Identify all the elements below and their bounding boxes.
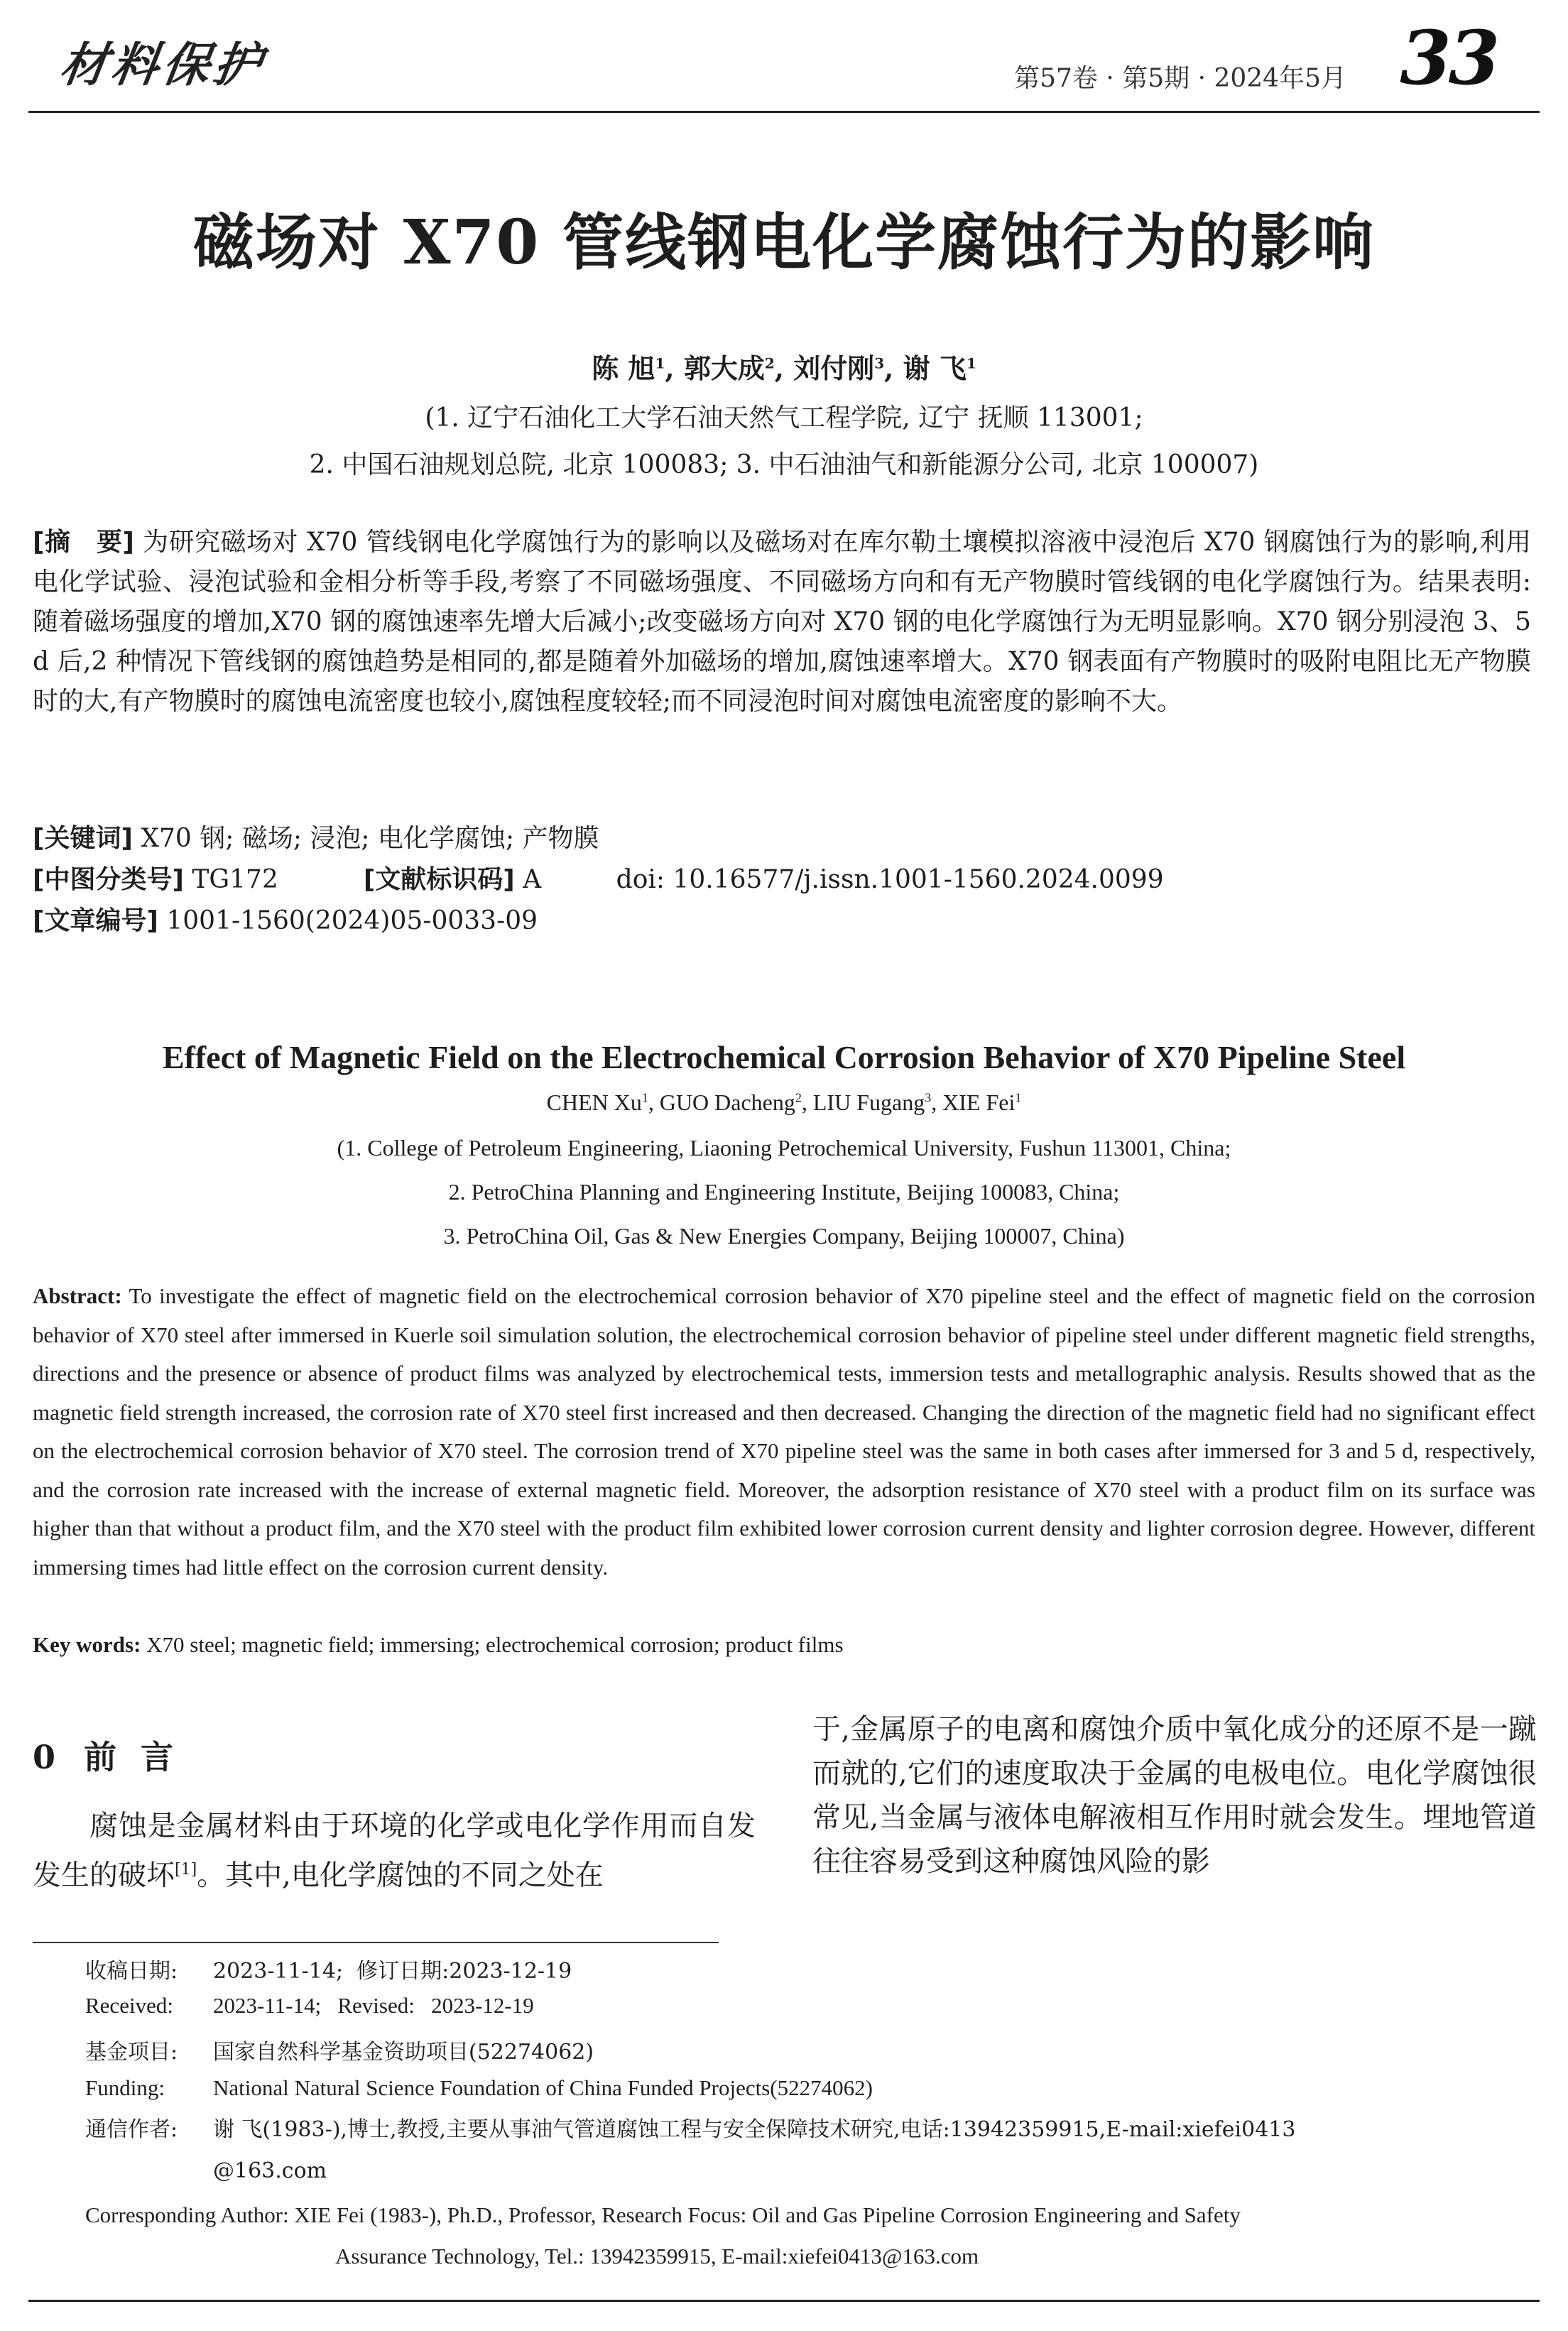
affiliation-en-3: 3. PetroChina Oil, Gas & New Energies Company, Beijing 100007, China) bbox=[443, 1223, 1125, 1249]
author-sup: 2 bbox=[795, 1090, 802, 1105]
bottom-rule bbox=[28, 2300, 1540, 2302]
affiliation-cn-2: 2. 中国石油规划总院, 北京 100083; 3. 中石油油气和新能源分公司, 北京 100007) bbox=[309, 450, 1259, 479]
author-name: LIU Fugang bbox=[812, 1090, 925, 1115]
abstract-cn bbox=[33, 523, 1531, 722]
article-title-cn: 磁场对 X70 管线钢电化学腐蚀行为的影响 bbox=[192, 207, 1376, 278]
body-text: 。其中,电化学腐蚀的不同之处在 bbox=[197, 1859, 604, 1892]
author-sup: 1 bbox=[966, 354, 976, 372]
author-sup: 1 bbox=[655, 354, 665, 372]
author-sup: 2 bbox=[764, 354, 775, 372]
fn-value-cont: Assurance Technology, Tel.: 13942359915, E-mail:xiefei0413@163.com bbox=[335, 2244, 979, 2268]
abstract-en bbox=[33, 1277, 1535, 1587]
fn-label: Corresponding Author: bbox=[85, 2202, 289, 2227]
keywords-cn bbox=[33, 818, 599, 854]
author-name: 谢 飞 bbox=[903, 352, 967, 384]
citation[interactable]: [1] bbox=[175, 1861, 197, 1879]
doc-code-label: [文献标识码] bbox=[363, 865, 515, 894]
fn-value: 2023-12-19 bbox=[431, 1993, 534, 2018]
doi-value[interactable]: 10.16577/j.issn.1001-1560.2024.0099 bbox=[673, 865, 1164, 894]
footnote-received-en bbox=[85, 1993, 534, 2018]
section-heading bbox=[33, 1732, 197, 1778]
article-no-value: 1001-1560(2024)05-0033-09 bbox=[166, 906, 538, 935]
author-sup: 1 bbox=[641, 1090, 648, 1105]
affiliation-en-2: 2. PetroChina Planning and Engineering Institute, Beijing 100083, China; bbox=[448, 1179, 1120, 1205]
classification-line bbox=[33, 859, 1164, 896]
article-no-label: [文章编号] bbox=[33, 906, 158, 935]
article-number-line bbox=[33, 901, 538, 937]
footnote-author-cn bbox=[85, 2109, 1538, 2192]
author-name: CHEN Xu bbox=[546, 1090, 642, 1115]
keywords-cn-text: X70 钢; 磁场; 浸泡; 电化学腐蚀; 产物膜 bbox=[141, 824, 599, 853]
fn-value: 国家自然科学基金资助项目(52274062) bbox=[213, 2040, 594, 2065]
body-left-column bbox=[33, 1804, 756, 1897]
author-name: 郭大成 bbox=[683, 352, 765, 384]
fn-value-cont: @163.com bbox=[213, 2158, 327, 2183]
clc-value: TG172 bbox=[192, 865, 278, 894]
keywords-cn-label: [关键词] bbox=[33, 824, 133, 853]
author-name: XIE Fei bbox=[942, 1090, 1016, 1115]
footnote-author-en bbox=[85, 2195, 1538, 2277]
fn-label: 通信作者: bbox=[85, 2117, 178, 2142]
author-sup: 1 bbox=[1015, 1090, 1022, 1105]
authors-cn: 陈 旭$^1$, 郭大成$^2$, 刘付刚$^3$, 谢 飞$^1$ bbox=[592, 352, 976, 384]
body-text: 腐蚀是金属材料由于环境的化学或电化学作用而自发发生的破坏 bbox=[33, 1810, 756, 1892]
abstract-en-label: Abstract: bbox=[33, 1283, 122, 1308]
page-number: 33 bbox=[1400, 14, 1497, 102]
affiliation-en-1: (1. College of Petroleum Engineering, Liaoning Petrochemical University, Fushun 113001, China; bbox=[337, 1135, 1231, 1161]
article-title-en: Effect of Magnetic Field on the Electrochemical Corrosion Behavior of X70 Pipeline Steel bbox=[162, 1039, 1406, 1075]
fn-label: Funding: bbox=[85, 2075, 165, 2100]
fn-value: 2023-12-19 bbox=[449, 1959, 572, 1984]
doc-code-value: A bbox=[523, 865, 542, 894]
fn-label: Revised: bbox=[337, 1993, 415, 2018]
section-number: 0 bbox=[33, 1738, 56, 1776]
author-sup: 3 bbox=[925, 1090, 932, 1105]
footnote-funding-cn bbox=[85, 2034, 594, 2065]
clc-label: [中图分类号] bbox=[33, 865, 184, 894]
keywords-en bbox=[33, 1632, 844, 1658]
abstract-en-text: To investigate the effect of magnetic field on the electrochemical corrosion behavior of X70 pipeline steel and the effect of magnetic field on the corrosion behavior of X70 steel after immersed in Kuerle soil simulation solution, the electrochemical corrosion behavior of pipeline steel under different magnetic field strengths, directions and the presence or absence of product films was analyzed by electrochemical tests, immersion tests and metallographic analysis. Results showed that as the magnetic field strength increased, the corrosion rate of X70 steel first increased and then decreased. Changing the direction of the magnetic field had no significant effect on the electrochemical corrosion behavior of X70 steel. The corrosion trend of X70 pipeline steel was the same in both cases after immersed for 3 and 5 d, respectively, and the corrosion rate increased with the increase of external magnetic field. Moreover, the adsorption resistance of X70 steel with a product film on its surface was higher than that without a product film, and the X70 steel with the product film exhibited lower corrosion current density and lighter corrosion degree. However, different immersing times had little effect on the corrosion current density. bbox=[33, 1283, 1535, 1580]
abstract-cn-label: [摘 要] bbox=[33, 528, 134, 557]
footnote-rule bbox=[33, 1942, 719, 1943]
fn-value: 谢 飞(1983-),博士,教授,主要从事油气管道腐蚀工程与安全保障技术研究,电话:13942359915,E-mail:xiefei0413 bbox=[213, 2117, 1296, 2142]
footnote-received-cn bbox=[85, 1953, 572, 1984]
fn-label: 修订日期: bbox=[356, 1959, 450, 1984]
author-name: 陈 旭 bbox=[592, 352, 655, 384]
fn-value: 2023-11-14; bbox=[213, 1959, 344, 1984]
header-rule bbox=[28, 111, 1540, 113]
affiliation-cn-1: (1. 辽宁石油化工大学石油天然气工程学院, 辽宁 抚顺 113001; bbox=[425, 403, 1143, 433]
issue-info: 第57卷 · 第5期 · 2024年5月 bbox=[1014, 64, 1346, 93]
author-name: 刘付刚 bbox=[793, 352, 875, 384]
doi-label: doi: bbox=[616, 865, 665, 894]
journal-logo: 材料保护 bbox=[56, 37, 269, 92]
body-right-column: 于,金属原子的电离和腐蚀介质中氧化成分的还原不是一蹴而就的,它们的速度取决于金属的电极电位。电化学腐蚀很常见,当金属与液体电解液相互作用时就会发生。埋地管道往往容易受到这种腐蚀风险的影 bbox=[812, 1713, 1537, 1878]
fn-label: Received: bbox=[85, 1993, 173, 2018]
section-title: 前言 bbox=[84, 1738, 198, 1776]
fn-value: XIE Fei (1983-), Ph.D., Professor, Research Focus: Oil and Gas Pipeline Corrosion Engineering and Safety bbox=[294, 2202, 1241, 2227]
fn-label: 基金项目: bbox=[85, 2040, 178, 2065]
footnote-funding-en bbox=[85, 2075, 873, 2101]
author-sup: 3 bbox=[874, 354, 885, 372]
authors-en: CHEN Xu$^1$, GUO Dacheng$^2$, LIU Fugang$^3$, XIE Fei$^1$ bbox=[546, 1090, 1022, 1115]
abstract-cn-text: 为研究磁场对 X70 管线钢电化学腐蚀行为的影响以及磁场对在库尔勒土壤模拟溶液中浸泡后 X70 钢腐蚀行为的影响,利用电化学试验、浸泡试验和金相分析等手段,考察了不同磁场强度、不同磁场方向和有无产物膜时管线钢的电化学腐蚀行为。结果表明:随着磁场强度的增加,X70 钢的腐蚀速率先增大后减小;改变磁场方向对 X70 钢的电化学腐蚀行为无明显影响。X70 钢分别浸泡 3、5 d 后,2 种情况下管线钢的腐蚀趋势是相同的,都是随着外加磁场的增加,腐蚀速率增大。X70 钢表面有产物膜时的吸附电阻比无产物膜时的大,有产物膜时的腐蚀电流密度也较小,腐蚀程度较轻;而不同浸泡时间对腐蚀电流密度的影响不大。 bbox=[33, 528, 1531, 716]
fn-value: National Natural Science Foundation of China Funded Projects(52274062) bbox=[213, 2075, 873, 2100]
keywords-en-text: X70 steel; magnetic field; immersing; electrochemical corrosion; product films bbox=[146, 1632, 844, 1657]
fn-value: 2023-11-14; bbox=[213, 1993, 322, 2018]
fn-label: 收稿日期: bbox=[85, 1959, 178, 1984]
keywords-en-label: Key words: bbox=[33, 1632, 141, 1657]
author-name: GUO Dacheng bbox=[659, 1090, 795, 1115]
